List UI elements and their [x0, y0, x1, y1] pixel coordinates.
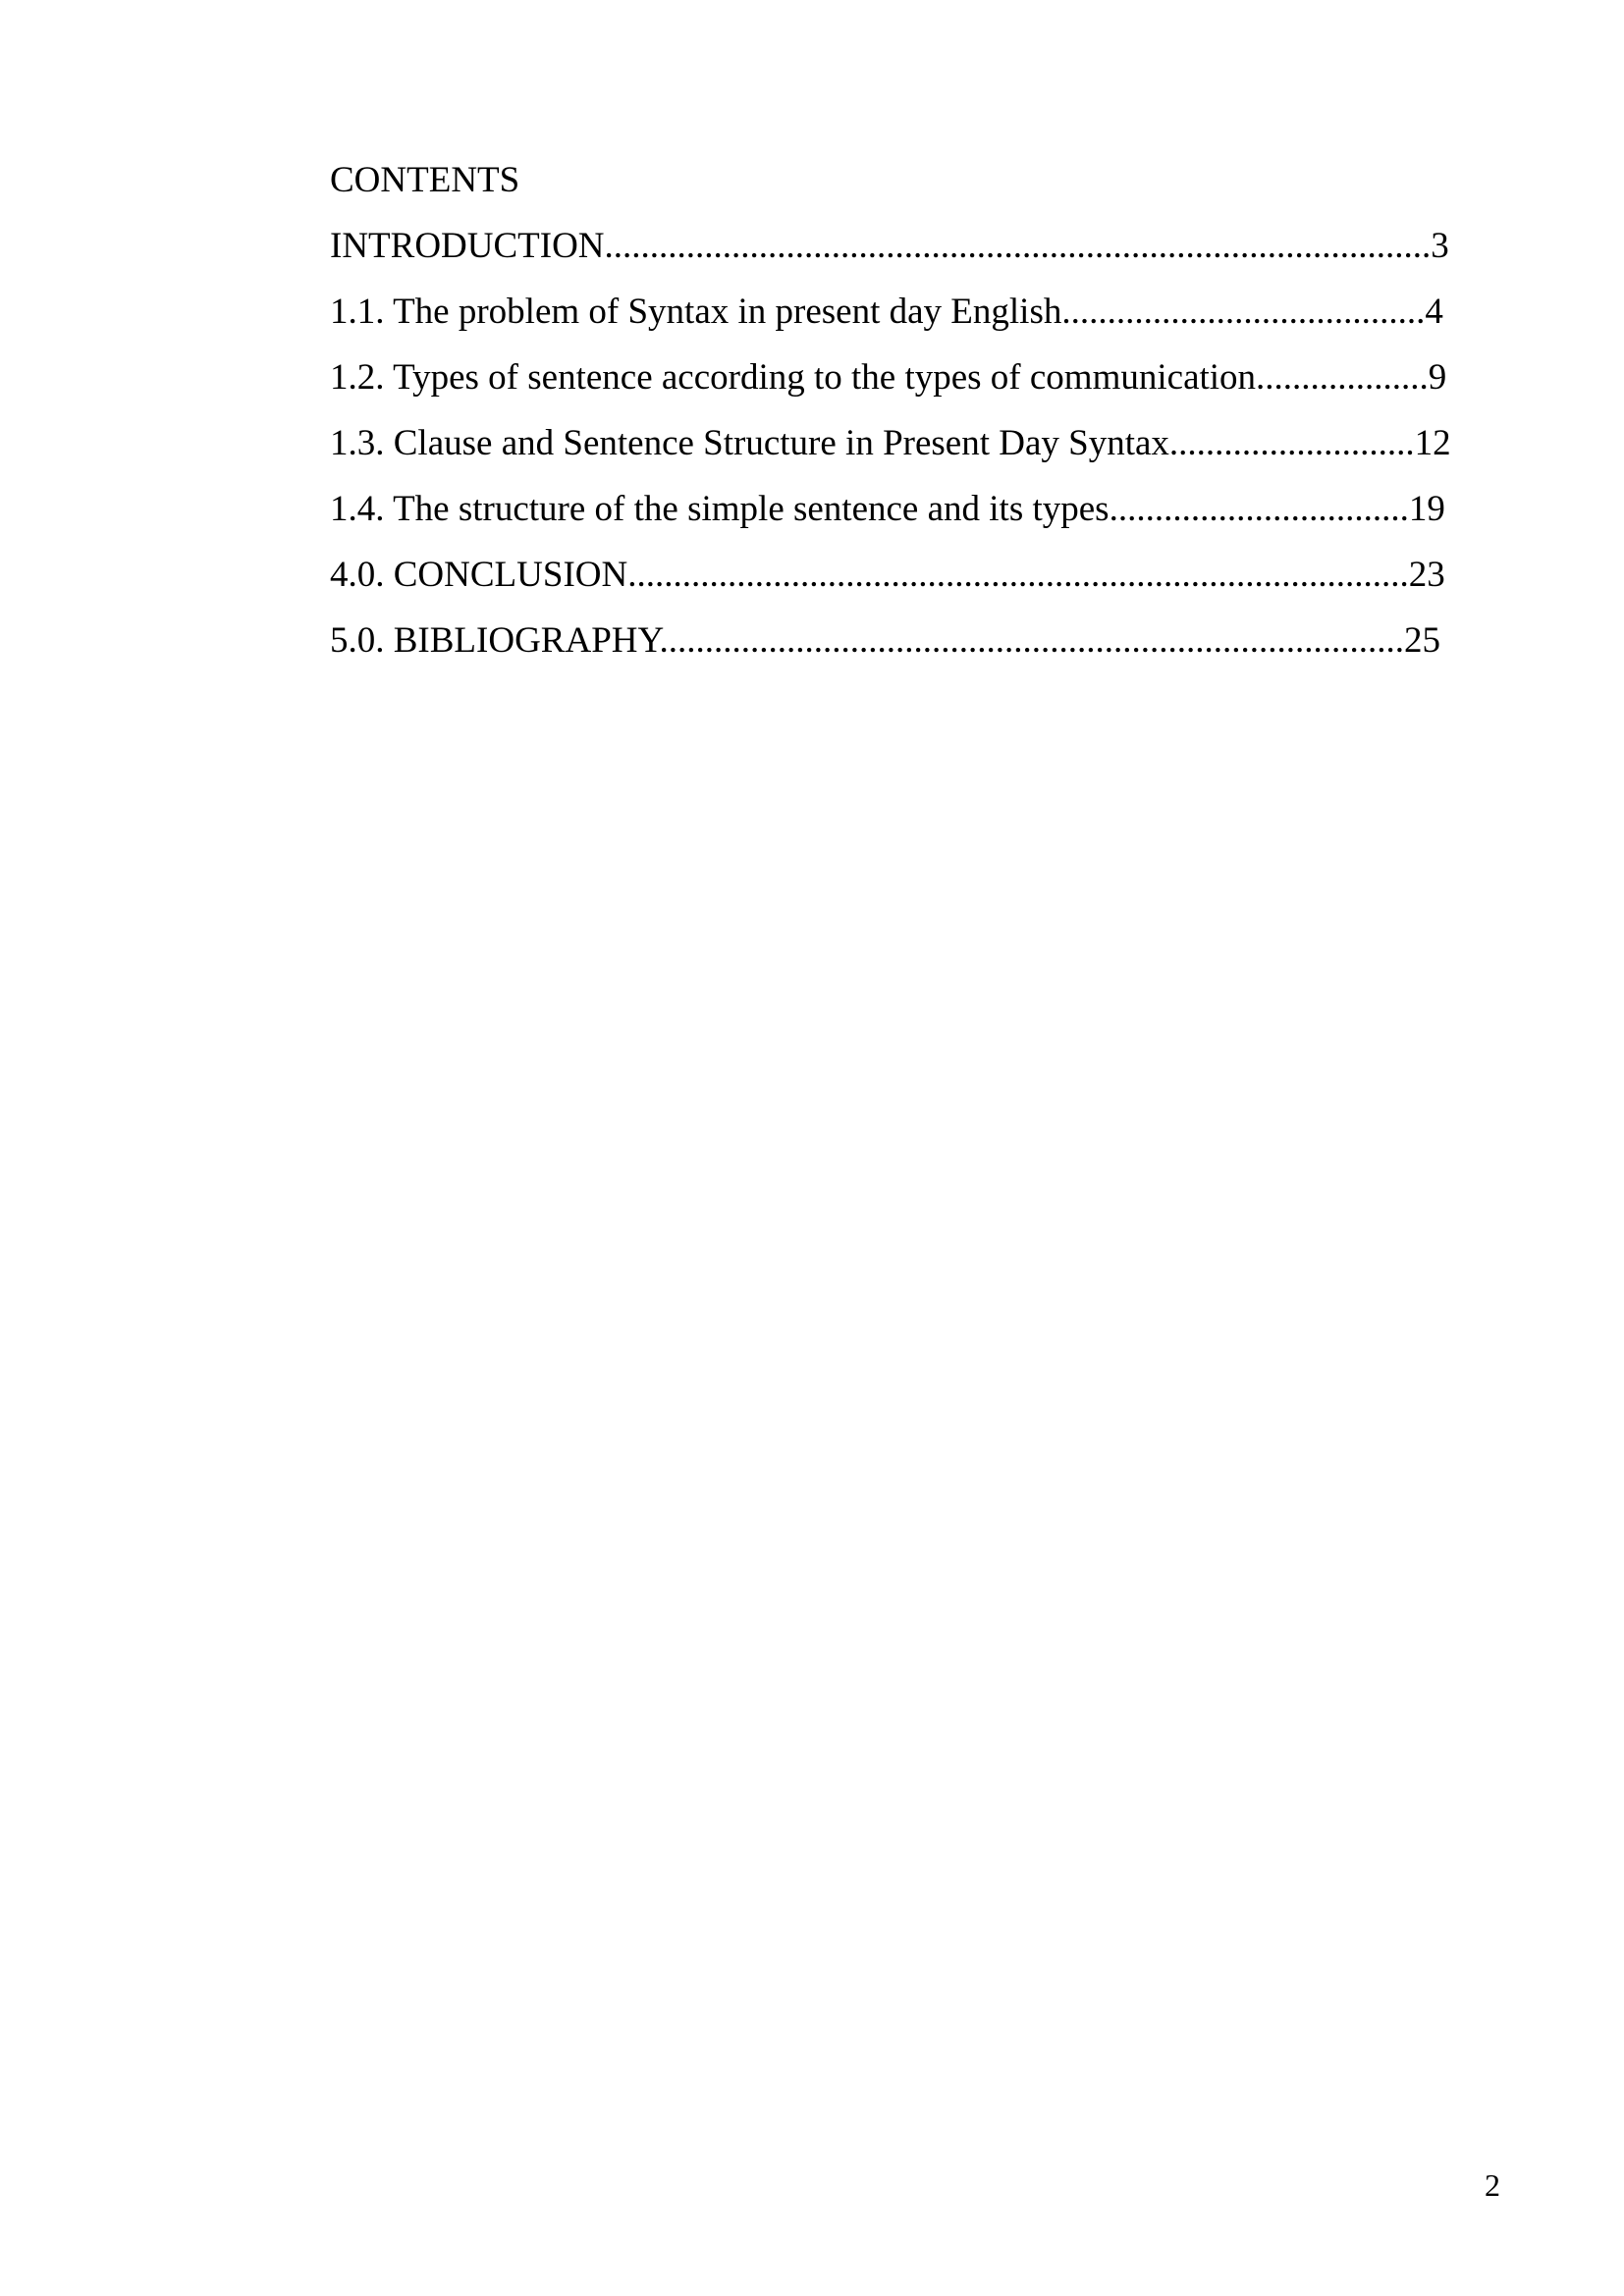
toc-entry-1-2: 1.2. Types of sentence according to the types of communication...................9 — [330, 357, 1447, 398]
toc-entry-bibliography: 5.0. BIBLIOGRAPHY..................................................................................25 — [330, 620, 1440, 661]
toc-entry-1-3: 1.3. Clause and Sentence Structure in Present Day Syntax...........................12 — [330, 423, 1451, 463]
page-number: 2 — [1485, 2167, 1500, 2203]
toc-entry-1-4: 1.4. The structure of the simple sentence and its types.................................19 — [330, 489, 1445, 529]
contents-heading: CONTENTS — [330, 160, 520, 200]
table-of-contents — [330, 147, 1508, 673]
toc-entry-1-1: 1.1. The problem of Syntax in present day English........................................4 — [330, 292, 1443, 332]
toc-entry-conclusion: 4.0. CONCLUSION......................................................................................23 — [330, 555, 1445, 595]
toc-entry-introduction: INTRODUCTION...........................................................................................3 — [330, 226, 1449, 266]
